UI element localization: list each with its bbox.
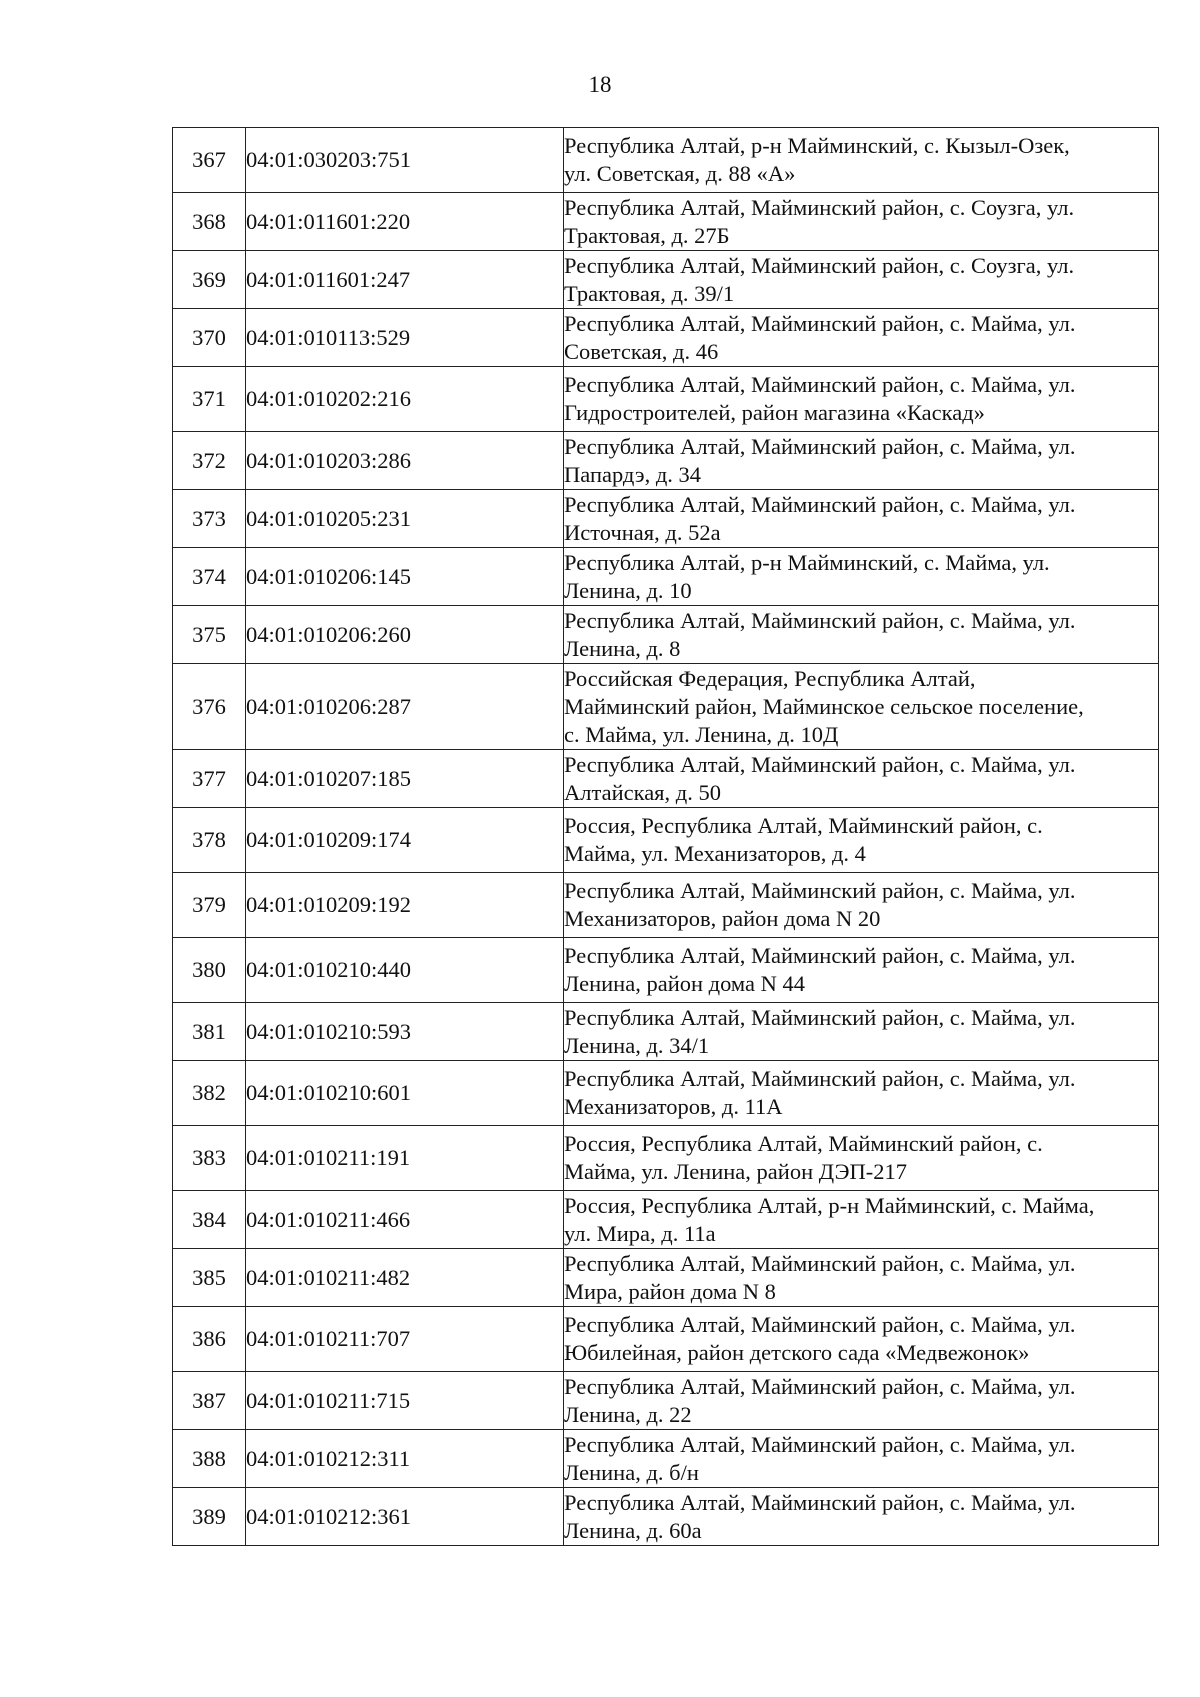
cadastral-table [172, 127, 1159, 1546]
address-line: Ленина, д. 60а [564, 1517, 702, 1543]
cadastral-number-cell: 04:01:010207:185 [246, 750, 564, 808]
address-line: Советская, д. 46 [564, 338, 719, 364]
table-row [173, 1307, 1159, 1372]
cadastral-number-cell: 04:01:011601:220 [246, 193, 564, 251]
address-line: Ленина, д. 34/1 [564, 1032, 710, 1058]
row-number-cell: 367 [173, 128, 246, 193]
cadastral-number-cell: 04:01:010113:529 [246, 309, 564, 367]
table-row [173, 664, 1159, 750]
address-line: ул. Советская, д. 88 «А» [564, 161, 796, 186]
table-row [173, 1249, 1159, 1307]
address-line: Республика Алтай, Майминский район, с. Майма, ул. [564, 1489, 1076, 1515]
row-number-cell: 374 [173, 548, 246, 606]
table-row [173, 1191, 1159, 1249]
cadastral-number-cell: 04:01:010205:231 [246, 490, 564, 548]
cadastral-number-cell: 04:01:010211:466 [246, 1191, 564, 1249]
row-number-cell: 387 [173, 1372, 246, 1430]
table-row [173, 1488, 1159, 1546]
cadastral-number-cell: 04:01:010210:440 [246, 938, 564, 1003]
address-cell [564, 367, 1159, 432]
cadastral-number-cell: 04:01:010211:482 [246, 1249, 564, 1307]
row-number-cell: 385 [173, 1249, 246, 1307]
cadastral-number-cell: 04:01:010206:260 [246, 606, 564, 664]
address-cell [564, 750, 1159, 808]
row-number-cell: 379 [173, 873, 246, 938]
table-row [173, 1430, 1159, 1488]
table-body [173, 128, 1159, 1546]
table-row [173, 367, 1159, 432]
address-line: Механизаторов, район дома N 20 [564, 906, 881, 931]
address-line: Российская Федерация, Республика Алтай, [564, 665, 976, 691]
table-row [173, 938, 1159, 1003]
row-number-cell: 375 [173, 606, 246, 664]
table-row [173, 251, 1159, 309]
address-cell [564, 873, 1159, 938]
address-line: Трактовая, д. 39/1 [564, 280, 735, 306]
address-line: Трактовая, д. 27Б [564, 222, 730, 248]
address-line: Россия, Республика Алтай, р-н Майминский, с. Майма, [564, 1192, 1095, 1218]
address-line: Республика Алтай, Майминский район, с. Майма, ул. [564, 372, 1076, 397]
table-row [173, 1126, 1159, 1191]
table-row [173, 1061, 1159, 1126]
address-line: Механизаторов, д. 11А [564, 1094, 783, 1119]
row-number-cell: 388 [173, 1430, 246, 1488]
address-cell [564, 193, 1159, 251]
row-number-cell: 376 [173, 664, 246, 750]
address-line: Ленина, д. 10 [564, 577, 692, 603]
row-number-cell: 380 [173, 938, 246, 1003]
address-line: Республика Алтай, Майминский район, с. Майма, ул. [564, 1373, 1076, 1399]
address-line: Республика Алтай, Майминский район, с. Майма, ул. [564, 491, 1076, 517]
cadastral-number-cell: 04:01:010209:192 [246, 873, 564, 938]
address-line: Россия, Республика Алтай, Майминский район, с. [564, 1131, 1043, 1156]
table-row [173, 193, 1159, 251]
address-line: Республика Алтай, Майминский район, с. Майма, ул. [564, 878, 1076, 903]
address-line: Республика Алтай, Майминский район, с. Майма, ул. [564, 1004, 1076, 1030]
address-line: Ленина, район дома N 44 [564, 971, 805, 996]
address-cell [564, 664, 1159, 750]
cadastral-number-cell: 04:01:010210:601 [246, 1061, 564, 1126]
cadastral-number-cell: 04:01:010209:174 [246, 808, 564, 873]
cadastral-number-cell: 04:01:010211:715 [246, 1372, 564, 1430]
address-line: Юбилейная, район детского сада «Медвежонок» [564, 1340, 1030, 1365]
row-number-cell: 382 [173, 1061, 246, 1126]
table-row [173, 1003, 1159, 1061]
table-row [173, 873, 1159, 938]
address-cell [564, 128, 1159, 193]
cadastral-number-cell: 04:01:030203:751 [246, 128, 564, 193]
row-number-cell: 371 [173, 367, 246, 432]
address-line: Республика Алтай, Майминский район, с. Майма, ул. [564, 751, 1076, 777]
address-cell [564, 1061, 1159, 1126]
address-line: Республика Алтай, Майминский район, с. Майма, ул. [564, 943, 1076, 968]
address-cell [564, 1430, 1159, 1488]
address-cell [564, 1249, 1159, 1307]
table-row [173, 490, 1159, 548]
cadastral-number-cell: 04:01:010211:191 [246, 1126, 564, 1191]
address-cell [564, 1372, 1159, 1430]
cadastral-number-cell: 04:01:010211:707 [246, 1307, 564, 1372]
table-row [173, 808, 1159, 873]
address-line: Алтайская, д. 50 [564, 779, 721, 805]
page-number: 18 [588, 72, 612, 97]
cadastral-number-cell: 04:01:010212:311 [246, 1430, 564, 1488]
address-line: Республика Алтай, Майминский район, с. Майма, ул. [564, 1250, 1076, 1276]
row-number-cell: 377 [173, 750, 246, 808]
row-number-cell: 389 [173, 1488, 246, 1546]
cadastral-number-cell: 04:01:010202:216 [246, 367, 564, 432]
address-line: Мира, район дома N 8 [564, 1278, 776, 1304]
address-cell [564, 606, 1159, 664]
address-cell [564, 1191, 1159, 1249]
address-cell [564, 490, 1159, 548]
address-line: Республика Алтай, Майминский район, с. Майма, ул. [564, 607, 1076, 633]
address-line: Гидростроителей, район магазина «Каскад» [564, 400, 985, 425]
cadastral-number-cell: 04:01:010206:287 [246, 664, 564, 750]
row-number-cell: 369 [173, 251, 246, 309]
table-row [173, 309, 1159, 367]
address-cell [564, 938, 1159, 1003]
address-cell [564, 1126, 1159, 1191]
address-line: Республика Алтай, Майминский район, с. Соузга, ул. [564, 252, 1075, 278]
row-number-cell: 368 [173, 193, 246, 251]
address-line: Ленина, д. 22 [564, 1401, 692, 1427]
table-row [173, 432, 1159, 490]
address-cell [564, 808, 1159, 873]
address-line: Республика Алтай, Майминский район, с. Майма, ул. [564, 1066, 1076, 1091]
row-number-cell: 370 [173, 309, 246, 367]
address-line: Папардэ, д. 34 [564, 461, 702, 487]
address-line: Майма, ул. Механизаторов, д. 4 [564, 841, 866, 866]
table-row [173, 750, 1159, 808]
address-line: Майминский район, Майминское сельское поселение, [564, 693, 1084, 719]
table-row [173, 128, 1159, 193]
address-cell [564, 1003, 1159, 1061]
address-line: Ленина, д. 8 [564, 635, 681, 661]
row-number-cell: 373 [173, 490, 246, 548]
address-cell [564, 1307, 1159, 1372]
table-row [173, 606, 1159, 664]
address-line: ул. Мира, д. 11а [564, 1220, 716, 1246]
address-cell [564, 309, 1159, 367]
address-line: Республика Алтай, Майминский район, с. Майма, ул. [564, 1312, 1076, 1337]
cadastral-number-cell: 04:01:010206:145 [246, 548, 564, 606]
row-number-cell: 386 [173, 1307, 246, 1372]
address-line: Республика Алтай, Майминский район, с. Майма, ул. [564, 1431, 1076, 1457]
address-line: Республика Алтай, р-н Майминский, с. Кызыл-Озек, [564, 133, 1070, 158]
address-line: Ленина, д. б/н [564, 1459, 699, 1485]
address-line: Республика Алтай, Майминский район, с. Соузга, ул. [564, 194, 1075, 220]
address-line: с. Майма, ул. Ленина, д. 10Д [564, 721, 839, 747]
row-number-cell: 383 [173, 1126, 246, 1191]
address-line: Республика Алтай, Майминский район, с. Майма, ул. [564, 433, 1076, 459]
cadastral-number-cell: 04:01:011601:247 [246, 251, 564, 309]
cadastral-number-cell: 04:01:010212:361 [246, 1488, 564, 1546]
address-line: Россия, Республика Алтай, Майминский район, с. [564, 813, 1043, 838]
table-row [173, 548, 1159, 606]
cadastral-number-cell: 04:01:010203:286 [246, 432, 564, 490]
row-number-cell: 378 [173, 808, 246, 873]
table-row [173, 1372, 1159, 1430]
row-number-cell: 381 [173, 1003, 246, 1061]
address-line: Майма, ул. Ленина, район ДЭП-217 [564, 1159, 907, 1184]
cadastral-number-cell: 04:01:010210:593 [246, 1003, 564, 1061]
address-cell [564, 432, 1159, 490]
address-cell [564, 1488, 1159, 1546]
row-number-cell: 384 [173, 1191, 246, 1249]
address-line: Республика Алтай, р-н Майминский, с. Майма, ул. [564, 549, 1050, 575]
address-line: Источная, д. 52а [564, 519, 721, 545]
row-number-cell: 372 [173, 432, 246, 490]
address-cell [564, 548, 1159, 606]
address-cell [564, 251, 1159, 309]
address-line: Республика Алтай, Майминский район, с. Майма, ул. [564, 310, 1076, 336]
